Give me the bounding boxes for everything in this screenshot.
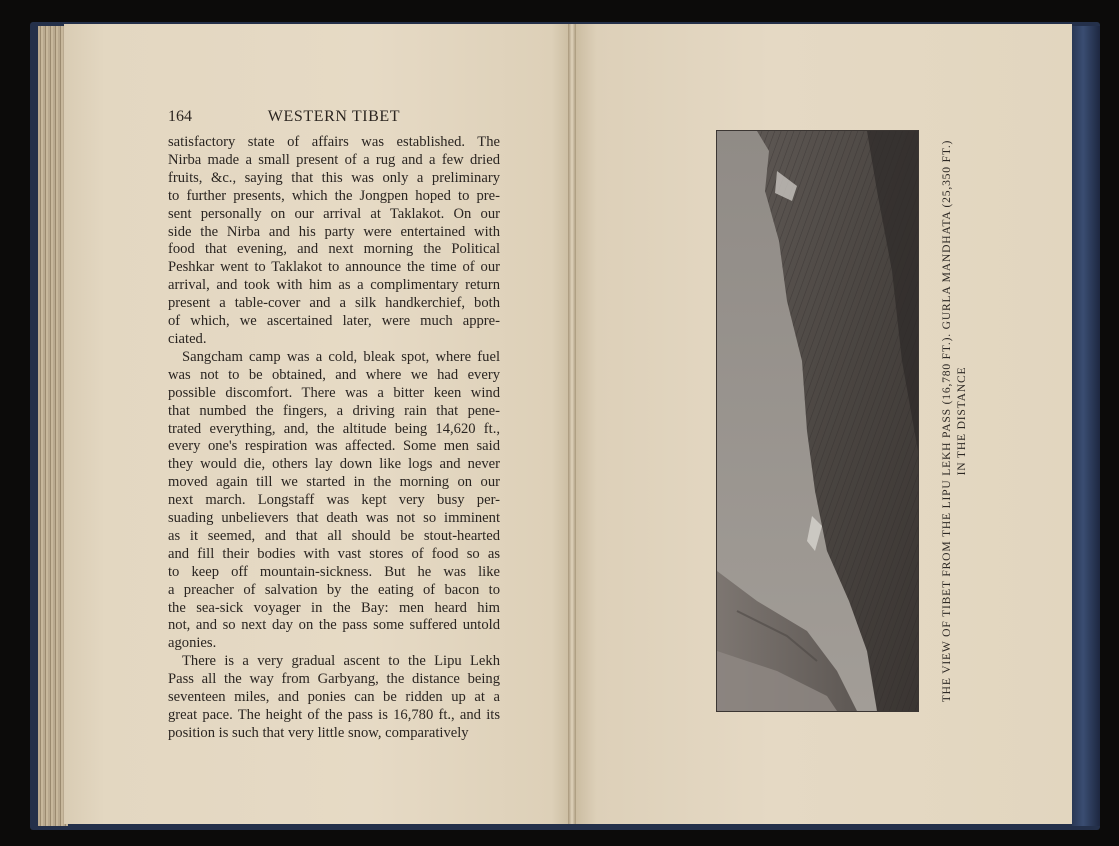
caption-line-1: THE VIEW OF TIBET FROM THE LIPU LEKH PASS (16,780 FT.). GURLA MANDHATA (25,350 FT.) xyxy=(940,139,953,703)
text-line: every one's respiration was affected. Some men said xyxy=(168,438,500,455)
text-line: not, and so next day on the pass some suffered untold xyxy=(168,617,500,634)
text-line: seventeen miles, and ponies can be ridden up at a xyxy=(168,689,500,706)
mountain-landscape-photo xyxy=(717,131,918,711)
text-line: next march. Longstaff was kept very busy per- xyxy=(168,492,500,509)
text-line: a preacher of salvation by the eating of bacon to xyxy=(168,581,500,598)
page-header xyxy=(168,108,500,130)
text-line: they would die, others lay down like logs and never xyxy=(168,456,500,473)
caption-line-2: IN THE DISTANCE xyxy=(955,366,968,476)
text-line: side the Nirba and his party were entertained with xyxy=(168,223,500,240)
page-number: 164 xyxy=(168,108,192,125)
text-line: possible discomfort. There was a bitter keen wind xyxy=(168,384,500,401)
text-line: great pace. The height of the pass is 16,780 ft., and its xyxy=(168,707,500,723)
text-line: that numbed the fingers, a driving rain that pene- xyxy=(168,402,500,419)
book-cover-edge xyxy=(1072,26,1100,826)
text-line: of which, we ascertained later, were much appre- xyxy=(168,313,500,330)
text-line: sent personally on our arrival at Taklakot. On our xyxy=(168,205,500,222)
text-line: moved again till we started in the morning on our xyxy=(168,474,500,491)
text-line: was not to be obtained, and where we had every xyxy=(168,366,500,383)
text-line: agonies. xyxy=(168,635,217,652)
text-line: There is a very gradual ascent to the Lipu Lekh xyxy=(182,653,500,670)
text-line: Nirba made a small present of a rug and a few dried xyxy=(168,151,500,168)
text-line: suading unbelievers that death was not so imminent xyxy=(168,510,500,527)
text-line: to keep off mountain-sickness. But he was like xyxy=(168,563,500,580)
book-gutter xyxy=(568,24,576,824)
text-line: fruits, &c., saying that this was only a preliminary xyxy=(168,169,500,186)
text-line: Peshkar went to Taklakot to announce the time of our xyxy=(168,259,500,276)
plate-caption xyxy=(933,136,975,706)
text-line: ciated. xyxy=(168,330,207,347)
photo-plate xyxy=(716,130,919,712)
text-line: satisfactory state of affairs was established. The xyxy=(168,134,500,150)
text-line: position is such that very little snow, comparatively xyxy=(168,724,469,741)
text-line: present a table-cover and a silk handkerchief, both xyxy=(168,295,500,312)
text-line: trated everything, and, the altitude being 14,620 ft., xyxy=(168,420,500,437)
text-line: to further presents, which the Jongpen hoped to pre- xyxy=(168,187,500,204)
text-line: Pass all the way from Garbyang, the distance being xyxy=(168,671,500,688)
text-line: and fill their bodies with vast stores of food so as xyxy=(168,545,500,562)
text-line: arrival, and took with him as a complimentary return xyxy=(168,277,500,294)
text-line: as it seemed, and that all should be stout-hearted xyxy=(168,527,500,544)
running-head: WESTERN TIBET xyxy=(267,108,401,125)
text-line: Sangcham camp was a cold, bleak spot, where fuel xyxy=(182,348,500,365)
body-text xyxy=(168,134,500,743)
text-line: food that evening, and next morning the Political xyxy=(168,241,500,258)
text-line: the sea-sick voyager in the Bay: men heard him xyxy=(168,599,500,616)
